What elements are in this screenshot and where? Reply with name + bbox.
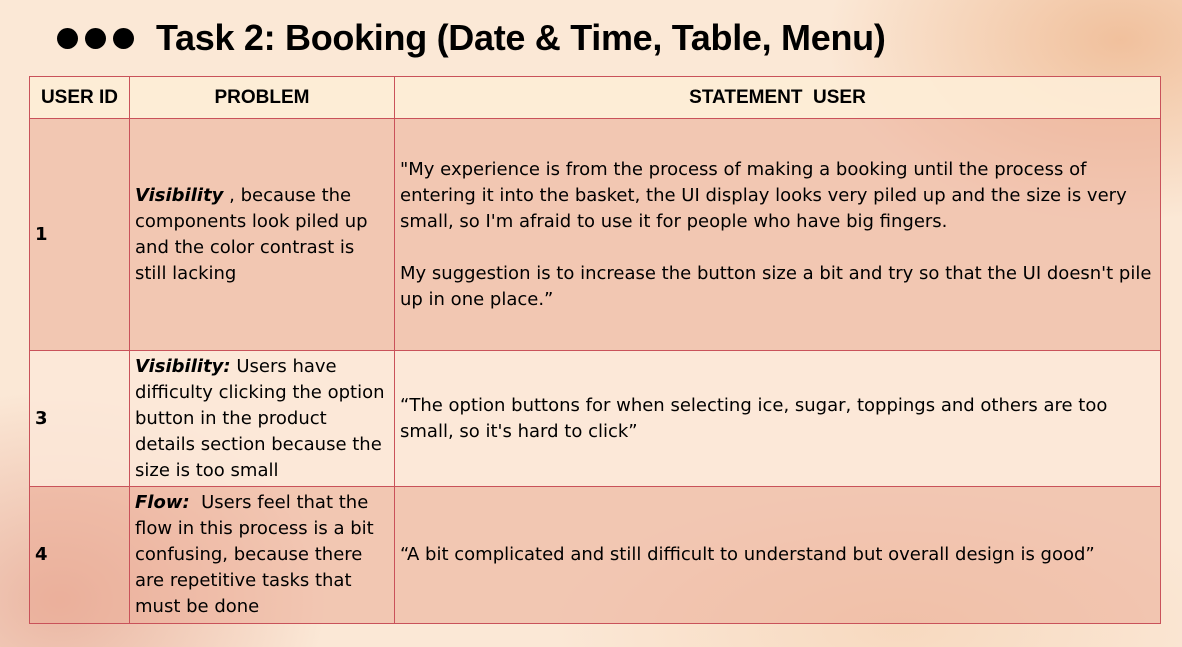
page-title: Task 2: Booking (Date & Time, Table, Menu) — [156, 17, 886, 58]
user-id-cell: 3 — [30, 351, 130, 487]
problem-category: Visibility — [135, 184, 224, 206]
column-header-statement: STATEMENT USER — [395, 77, 1161, 119]
dot-icon — [57, 28, 78, 49]
statement-cell — [395, 487, 1161, 624]
column-header-problem: PROBLEM — [130, 77, 395, 119]
problem-description: , because the components look piled up and the color contrast is still lacking — [135, 184, 368, 284]
statement-cell — [395, 351, 1161, 487]
user-id-cell: 4 — [30, 487, 130, 624]
statement-paragraph: "My experience is from the process of making a booking until the process of entering it into the basket, the UI display looks very piled up and the size is very small, so I'm afraid to use it for people who have big fingers. — [400, 158, 1127, 232]
problem-cell — [130, 351, 395, 487]
dot-icon — [113, 28, 134, 49]
problem-cell — [130, 119, 395, 351]
statement-paragraph: “The option buttons for when selecting ice, sugar, toppings and others are too small, so it's hard to click” — [400, 394, 1108, 442]
dot-icon — [85, 28, 106, 49]
table-header-row — [30, 77, 1161, 119]
problem-cell — [130, 487, 395, 624]
problem-category: Flow: — [135, 492, 190, 513]
table-row — [30, 119, 1161, 351]
statement-paragraph: My suggestion is to increase the button size a bit and try so that the UI doesn't pile up in one place.” — [400, 262, 1152, 310]
user-id-cell: 1 — [30, 119, 130, 351]
problem-category: Visibility: — [135, 355, 231, 377]
slide-header — [57, 14, 886, 62]
paragraph-spacer — [400, 235, 1155, 261]
problem-description: Users feel that the flow in this process is a bit confusing, because there are repetitive tasks that must be done — [135, 492, 380, 617]
table-row — [30, 487, 1161, 624]
column-header-user-id: USER ID — [30, 77, 130, 119]
statement-paragraph: “A bit complicated and still difficult to understand but overall design is good” — [400, 544, 1095, 565]
table-row — [30, 351, 1161, 487]
feedback-table — [29, 76, 1161, 624]
bullet-dots — [57, 28, 134, 49]
statement-cell — [395, 119, 1161, 351]
problem-description: Users have difficulty clicking the option button in the product details section because the size is too small — [135, 355, 385, 481]
